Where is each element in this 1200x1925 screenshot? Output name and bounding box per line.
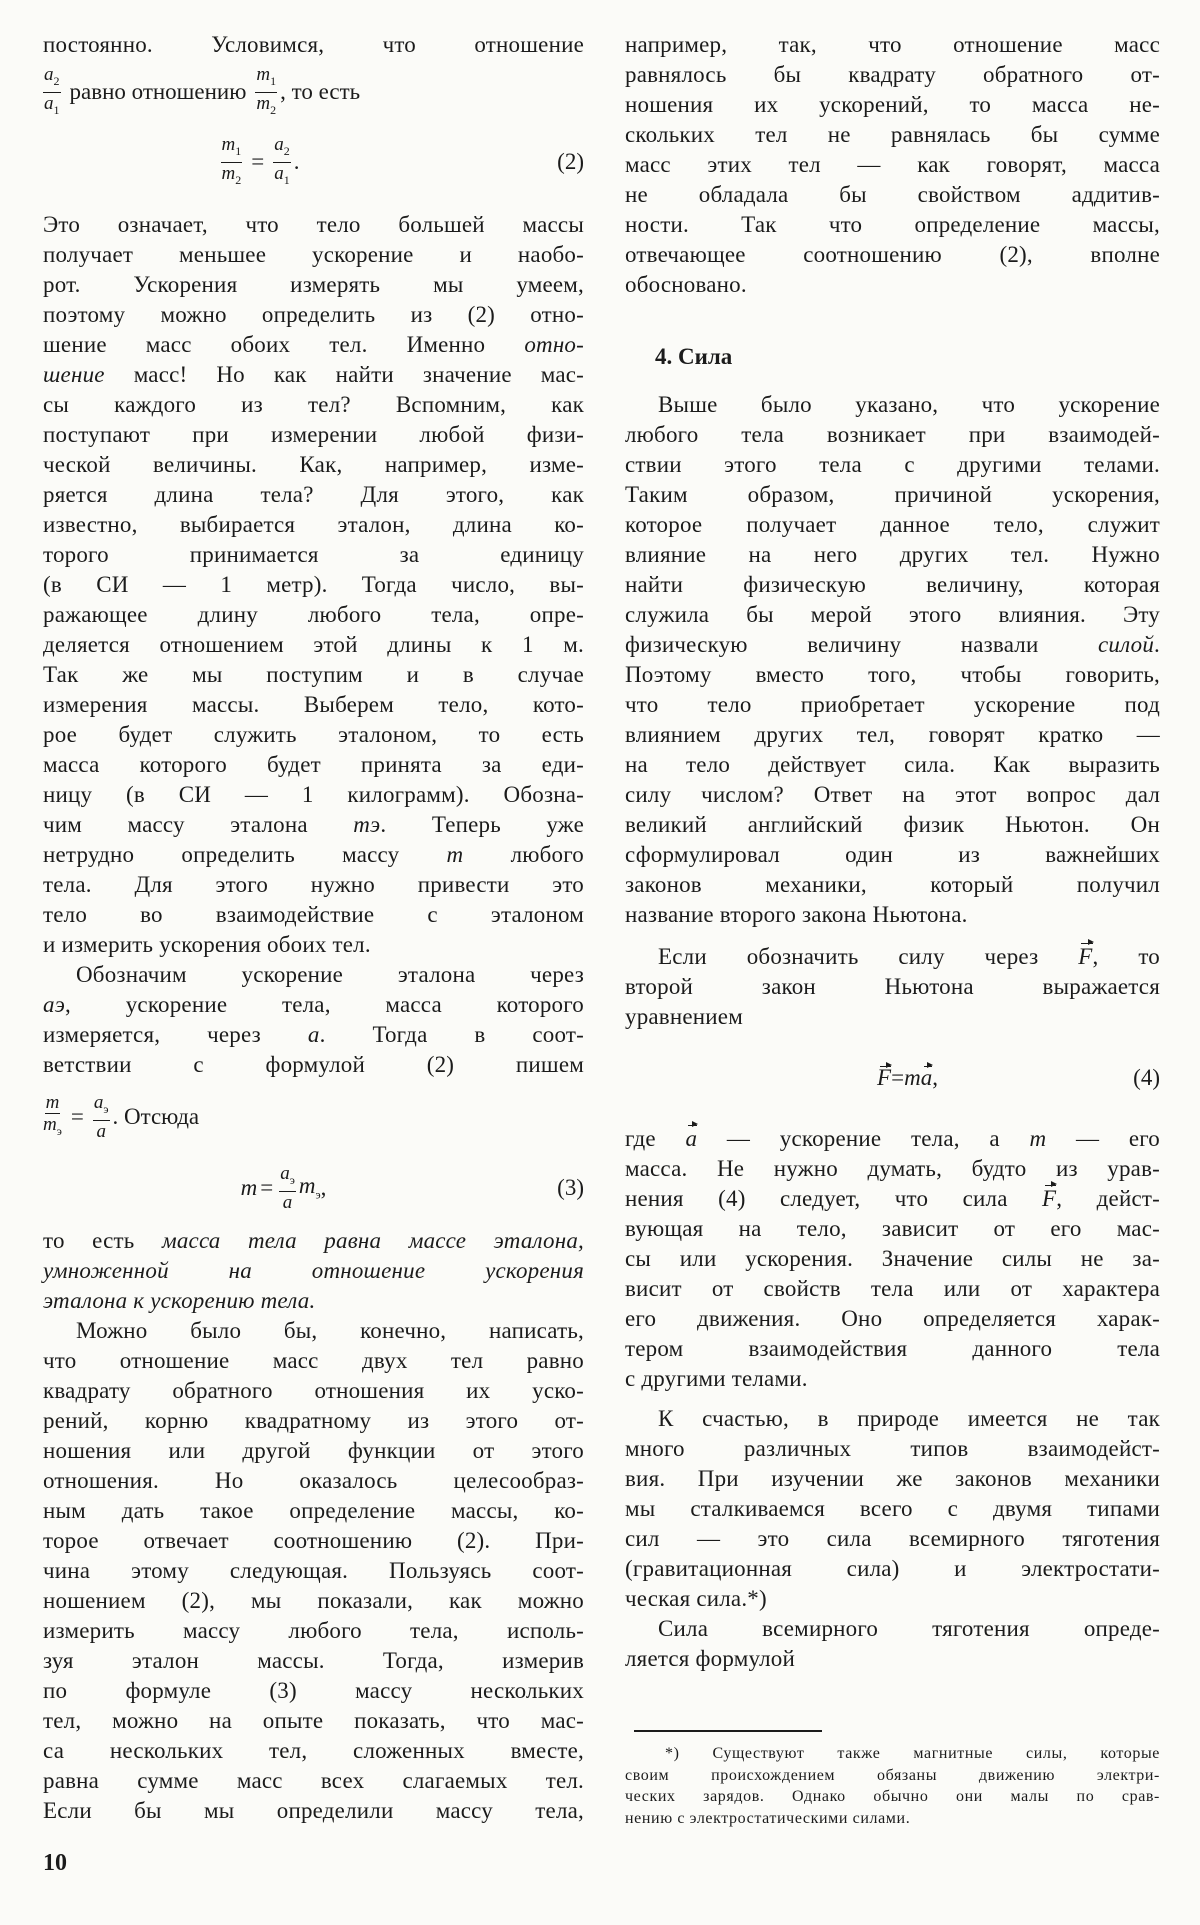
text-span: Можно было бы, конечно, написать, xyxy=(76,1318,584,1343)
comma: , xyxy=(320,1175,327,1200)
text-line xyxy=(625,1404,1160,1434)
paragraph xyxy=(625,942,1160,1032)
text-span: . Тогда в соот- xyxy=(319,1022,584,1047)
text-line: рений, корню квадратному из этого от- xyxy=(43,1408,584,1433)
text-span: *) Существуют также магнитные силы, которые xyxy=(665,1745,1160,1762)
text-line: рое будет служить эталоном, то есть xyxy=(43,722,584,747)
text-line xyxy=(625,1364,1160,1394)
text-line xyxy=(43,810,584,840)
text-span: К счастью, в природе имеется не так xyxy=(658,1406,1160,1431)
page-number: 10 xyxy=(43,1850,67,1876)
text-line: чина этому следующая. Пользуясь соот- xyxy=(43,1558,584,1583)
text-line: измерить массу любого тела, исполь- xyxy=(43,1618,584,1643)
text-line xyxy=(625,1614,1160,1644)
text-span: обосновано. xyxy=(625,272,747,297)
text-line: служила бы мерой этого влияния. Эту xyxy=(625,602,1160,627)
text-line xyxy=(625,1124,1160,1154)
text-line: (гравитационная сила) и электростати- xyxy=(625,1556,1160,1581)
text-line xyxy=(625,900,1160,930)
text-span: . xyxy=(1154,632,1160,657)
variable: m xyxy=(904,1065,921,1090)
text-span: , то xyxy=(1092,944,1160,969)
text-line xyxy=(43,1226,584,1256)
text-line: влияние на него других тел. Нужно xyxy=(625,542,1160,567)
equals-sign: = xyxy=(260,1175,274,1200)
variable: m xyxy=(240,1175,258,1200)
text-span: Обозначим ускорение эталона через xyxy=(76,962,584,987)
text-span: физическую величину назвали xyxy=(625,632,1099,657)
text-line xyxy=(625,1743,1160,1765)
text-span: , ускорение тела, масса которого xyxy=(65,992,584,1017)
text-line xyxy=(625,1002,1160,1032)
text-line: Поэтому вместо того, чтобы говорить, xyxy=(625,662,1160,687)
paragraph xyxy=(625,30,1160,300)
text-line: ницу (в СИ — 1 килограмм). Обозна- xyxy=(43,782,584,807)
section-heading: 4. Сила xyxy=(655,344,733,369)
equals-sign: = xyxy=(251,149,265,174)
inline-formula-mass-ratio xyxy=(43,1087,584,1147)
text-span: шение масс обоих тел. Именно xyxy=(43,332,525,357)
fraction: $\frac{m_1}{m_2}$ xyxy=(221,133,242,187)
italic-span: масса тела равна массе эталона, xyxy=(161,1228,584,1253)
comma: , xyxy=(932,1065,938,1090)
fraction: $\frac{a_2}{a_1}$ xyxy=(44,63,60,117)
text-span: измеряется, через xyxy=(43,1022,308,1047)
text-line: ряется длина тела? Для этого, как xyxy=(43,482,584,507)
text-line: тером взаимодействия данного тела xyxy=(625,1336,1160,1361)
text-line: ческих зарядов. Однако обычно они малы по срав- xyxy=(625,1788,1160,1805)
vector-acceleration: a xyxy=(920,1065,933,1090)
footnote-divider xyxy=(634,1730,822,1732)
paragraph xyxy=(625,390,1160,930)
text-line: деляется отношением этой длины к 1 м. xyxy=(43,632,584,657)
inline-formula-ratio xyxy=(43,62,584,122)
italic-span: m xyxy=(1029,1126,1047,1151)
text-line: торого принимается за единицу xyxy=(43,542,584,567)
text-line: скольких тел не равнялась бы сумме xyxy=(625,122,1160,147)
text-line: рот. Ускорения измерять мы умеем, xyxy=(43,272,584,297)
text-span: — его xyxy=(1046,1126,1160,1151)
text-line: ческой величины. Как, например, изме- xyxy=(43,452,584,477)
text-line: масса. Не нужно думать, будто из урав- xyxy=(625,1156,1160,1181)
text-span: Выше было указано, что ускорение xyxy=(658,392,1160,417)
text-span: нения (4) следует, что сила xyxy=(625,1186,1043,1211)
text-line: по формуле (3) массу нескольких xyxy=(43,1678,584,1703)
text-line xyxy=(625,1644,1160,1674)
text-line: ношением (2), мы показали, как можно xyxy=(43,1588,584,1613)
text-span: чим массу эталона xyxy=(43,812,354,837)
fraction: $\frac{a_2}{a_1}$ xyxy=(274,133,290,187)
text-line: ражающее длину любого тела, опре- xyxy=(43,602,584,627)
italic-span: aэ xyxy=(43,992,66,1017)
text-line: Если бы мы определили массу тела, xyxy=(43,1798,584,1823)
text-span: нетрудно определить массу xyxy=(43,842,447,867)
text-line: тело во взаимодействие с эталоном xyxy=(43,902,584,927)
text-line xyxy=(625,1184,1160,1214)
text-line: Это означает, что тело большей массы xyxy=(43,212,584,237)
text-span: нению с электростатическими силами. xyxy=(625,1809,911,1827)
equals-sign: = xyxy=(891,1065,905,1090)
text-line: (в СИ — 1 метр). Тогда число, вы- xyxy=(43,572,584,597)
text-line: законов механики, который получил xyxy=(625,872,1160,897)
text-line: своим происхождением обязаны движению электри- xyxy=(625,1766,1160,1784)
text-line xyxy=(43,1286,584,1316)
text-line: поступают при измерении любой физи- xyxy=(43,422,584,447)
paragraph xyxy=(625,1124,1160,1394)
text-line: ветствии с формулой (2) пишем xyxy=(43,1052,584,1077)
text-span: Сила всемирного тяготения опреде- xyxy=(658,1616,1160,1641)
text-line: получает меньшее ускорение и наобо- xyxy=(43,242,584,267)
text-span: уравнением xyxy=(625,1004,743,1029)
text-line xyxy=(625,390,1160,420)
text: равно отношению xyxy=(69,79,247,104)
text-line: постоянно. Условимся, что отношение xyxy=(43,32,584,57)
italic-span: эталона к ускорению тела. xyxy=(43,1288,316,1313)
text-line: са нескольких тел, сложенных вместе, xyxy=(43,1738,584,1763)
equation-number: (3) xyxy=(557,1175,584,1200)
text-line xyxy=(43,930,584,960)
text-line: ношения их ускорений, то масса не- xyxy=(625,92,1160,117)
text-line: силу числом? Ответ на этот вопрос дал xyxy=(625,782,1160,807)
text-span: то есть xyxy=(43,1228,162,1253)
text-line: вия. При изучении же законов механики xyxy=(625,1466,1160,1491)
fraction: $\frac{a_э}{a}$ xyxy=(280,1163,295,1213)
text-line: сы каждого из тел? Вспомним, как xyxy=(43,392,584,417)
text-line xyxy=(625,270,1160,300)
text-line: висит от свойств тела или от характера xyxy=(625,1276,1160,1301)
text-line: зуя эталон массы. Тогда, измерив xyxy=(43,1648,584,1673)
text-line: например, так, что отношение масс xyxy=(625,32,1160,57)
vector-force: F xyxy=(877,1065,892,1090)
text-line: сформулировал один из важнейших xyxy=(625,842,1160,867)
text-line: ношения или другой функции от этого xyxy=(43,1438,584,1463)
italic-span: m xyxy=(446,842,464,867)
text-line: найти физическую величину, которая xyxy=(625,572,1160,597)
text-line: его движения. Оно определяется харак- xyxy=(625,1306,1160,1331)
text: . Отсюда xyxy=(112,1104,200,1129)
text-span: , дейст- xyxy=(1056,1186,1160,1211)
equation-2 xyxy=(43,132,584,192)
text-line: вующая на тело, зависит от его мас- xyxy=(625,1216,1160,1241)
text-line xyxy=(625,942,1160,972)
text-span: Если обозначить силу через xyxy=(658,944,1079,969)
text-line xyxy=(625,1584,1160,1614)
fraction: $\frac{m_1}{m_2}$ xyxy=(256,63,277,117)
italic-span: шение xyxy=(43,362,105,387)
text-line: сы или ускорения. Значение силы не за- xyxy=(625,1246,1160,1271)
text-line: мы сталкиваемся всего с двумя типами xyxy=(625,1496,1160,1521)
text-line: измерения массы. Выберем тело, кото- xyxy=(43,692,584,717)
text-line: торое отвечает соотношению (2). При- xyxy=(43,1528,584,1553)
text-span: . Теперь уже xyxy=(380,812,584,837)
text-line xyxy=(43,360,584,390)
text-line xyxy=(43,1316,584,1346)
equals-sign: = xyxy=(70,1104,84,1129)
text-line: тел, можно на опыте показать, что мас- xyxy=(43,1708,584,1733)
variable: $m_э$ xyxy=(298,1173,321,1202)
text-line: великий английский физик Ньютон. Он xyxy=(625,812,1160,837)
paragraph xyxy=(43,1226,584,1826)
text-line: тела. Для этого нужно привести это xyxy=(43,872,584,897)
text-line xyxy=(43,1256,584,1286)
text-line xyxy=(43,840,584,870)
text-line: Так же мы поступим и в случае xyxy=(43,662,584,687)
text-line: которое получает данное тело, служит xyxy=(625,512,1160,537)
text-line: второй закон Ньютона выражается xyxy=(625,974,1160,999)
text-line xyxy=(43,960,584,990)
text-span: с другими телами. xyxy=(625,1366,808,1391)
text-line: квадрату обратного отношения их уско- xyxy=(43,1378,584,1403)
text-line: известно, выбирается эталон, длина ко- xyxy=(43,512,584,537)
equation-number: (4) xyxy=(1133,1065,1160,1090)
text-line: Таким образом, причиной ускорения, xyxy=(625,482,1160,507)
text-line: что тело приобретает ускорение под xyxy=(625,692,1160,717)
text-span: ляется формулой xyxy=(625,1646,796,1671)
text-line xyxy=(43,1020,584,1050)
text-line xyxy=(43,990,584,1020)
text-span: любого xyxy=(463,842,585,867)
italic-span: умноженной на отношение ускорения xyxy=(43,1258,584,1283)
text-line: отношения. Но оказалось целесообраз- xyxy=(43,1468,584,1493)
text-line: влиянием других тел, говорят кратко — xyxy=(625,722,1160,747)
fraction: $\frac{m}{m_э}$ xyxy=(43,1092,62,1138)
paragraph xyxy=(43,210,584,1080)
italic-span: mэ xyxy=(353,812,381,837)
text-line xyxy=(625,1808,1160,1830)
text-line: любого тела возникает при взаимодей- xyxy=(625,422,1160,447)
text-line: масса которого будет принята за еди- xyxy=(43,752,584,777)
text-line: много различных типов взаимодейст- xyxy=(625,1436,1160,1461)
text-span: где xyxy=(625,1126,686,1151)
text-line: отвечающее соотношению (2), вполне xyxy=(625,242,1160,267)
text-span: — ускорение тела, а xyxy=(697,1126,1030,1151)
text-line: на тело действует сила. Как выразить xyxy=(625,752,1160,777)
text-line: ствии этого тела с другими телами. xyxy=(625,452,1160,477)
paragraph xyxy=(625,1404,1160,1674)
equation-number: (2) xyxy=(557,149,584,174)
text-span: масс! Но как найти значение мас- xyxy=(104,362,584,387)
text-line xyxy=(625,630,1160,660)
vector-symbol: a xyxy=(685,1124,697,1154)
equation-4 xyxy=(625,1048,1160,1108)
text-line: поэтому можно определить из (2) отно- xyxy=(43,302,584,327)
italic-span: отно- xyxy=(524,332,584,357)
text-line: равнялось бы квадрату обратного от- xyxy=(625,62,1160,87)
vector-symbol: F xyxy=(1078,942,1092,972)
italic-span: силой xyxy=(1098,632,1155,657)
text-line: сил — это сила всемирного тяготения xyxy=(625,1526,1160,1551)
text-line: масс этих тел — как говорят, масса xyxy=(625,152,1160,177)
text-line xyxy=(43,330,584,360)
footnote xyxy=(625,1743,1160,1829)
text-span: и измерить ускорения обоих тел. xyxy=(43,932,371,957)
paragraph xyxy=(43,30,584,60)
equation-3 xyxy=(43,1158,584,1218)
text-line: ным дать такое определение массы, ко- xyxy=(43,1498,584,1523)
text-span: название второго закона Ньютона. xyxy=(625,902,968,927)
vector-symbol: F xyxy=(1042,1184,1056,1214)
text-span: ческая сила.*) xyxy=(625,1586,767,1611)
period: . xyxy=(293,149,300,174)
text-line: равна сумме масс всех слагаемых тел. xyxy=(43,1768,584,1793)
text: , то есть xyxy=(280,79,361,104)
text-line: не обладала бы свойством аддитив- xyxy=(625,182,1160,207)
fraction: $\frac{a_э}{a}$ xyxy=(93,1092,109,1142)
italic-span: a xyxy=(307,1022,320,1047)
text-line: ности. Так что определение массы, xyxy=(625,212,1160,237)
text-line: что отношение масс двух тел равно xyxy=(43,1348,584,1373)
